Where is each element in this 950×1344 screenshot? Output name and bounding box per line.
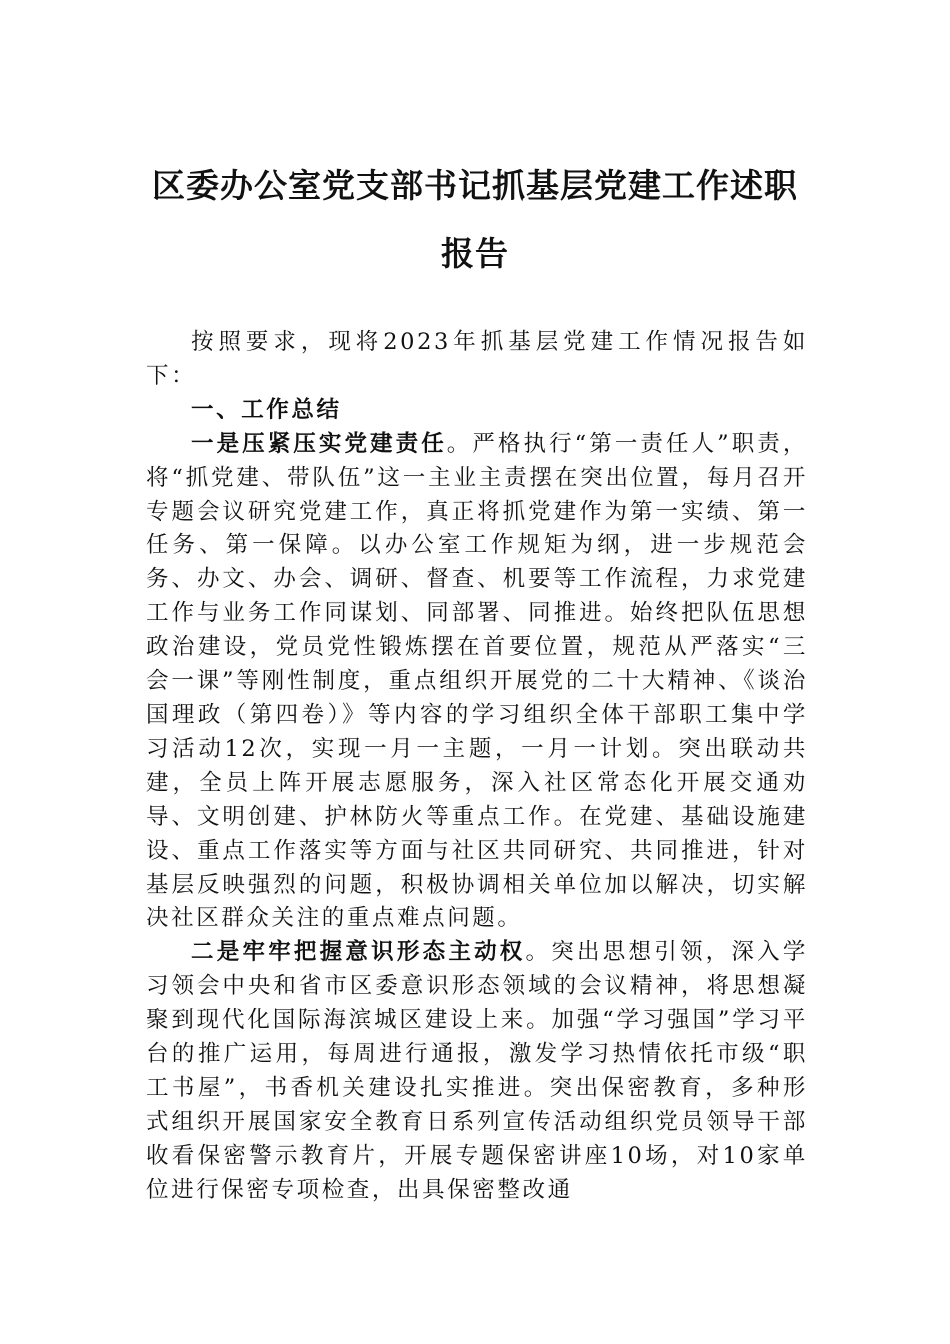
paragraph-1 bbox=[146, 428, 808, 937]
document-title: 区委办公室党支部书记抓基层党建工作述职报告 bbox=[152, 166, 798, 273]
paragraph-2-text: 。突出思想引领，深入学习领会中央和省市区委意识形态领域的会议精神，将思想凝聚到现代化国际海滨城区建设上来。加强“学习强国”学习平台的推广运用，每周进行通报，激发学习热情依托市级“职工书屋”，书香机关建设扎实推进。突出保密教育，多种形式组织开展国家安全教育日系列宣传活动组织党员领导干部收看保密警示教育片，开展专题保密讲座10场，对10家单位进行保密专项检查，出具保密整改通 bbox=[146, 939, 808, 1203]
intro-paragraph: 按照要求，现将2023年抓基层党建工作情况报告如下： bbox=[146, 329, 808, 389]
paragraph-1-lead: 一是压紧压实党建责任 bbox=[191, 430, 447, 457]
document-body bbox=[146, 326, 808, 1208]
paragraph-2 bbox=[146, 936, 808, 1207]
paragraph-2-lead: 二是牢牢把握意识形态主动权 bbox=[191, 939, 526, 966]
section-heading: 一、工作总结 bbox=[191, 396, 342, 423]
paragraph-1-text: 。严格执行“第一责任人”职责，将“抓党建、带队伍”这一主业主责摆在突出位置，每月召开专题会议研究党建工作，真正将抓党建作为第一实绩、第一任务、第一保障。以办公室工作规矩为纲，进一步规范会务、办文、办会、调研、督查、机要等工作流程，力求党建工作与业务工作同谋划、同部署、同推进。始终把队伍思想政治建设，党员党性锻炼摆在首要位置，规范从严落实“三会一课”等刚性制度，重点组织开展党的二十大精神、《谈治国理政（第四卷）》等内容的学习组织全体干部职工集中学习活动12次，实现一月一主题，一月一计划。突出联动共建，全员上阵开展志愿服务，深入社区常态化开展交通劝导、文明创建、护林防火等重点工作。在党建、基础设施建设、重点工作落实等方面与社区共同研究、共同推进，针对基层反映强烈的问题，积极协调相关单位加以解决，切实解决社区群众关注的重点难点问题。 bbox=[146, 430, 808, 932]
